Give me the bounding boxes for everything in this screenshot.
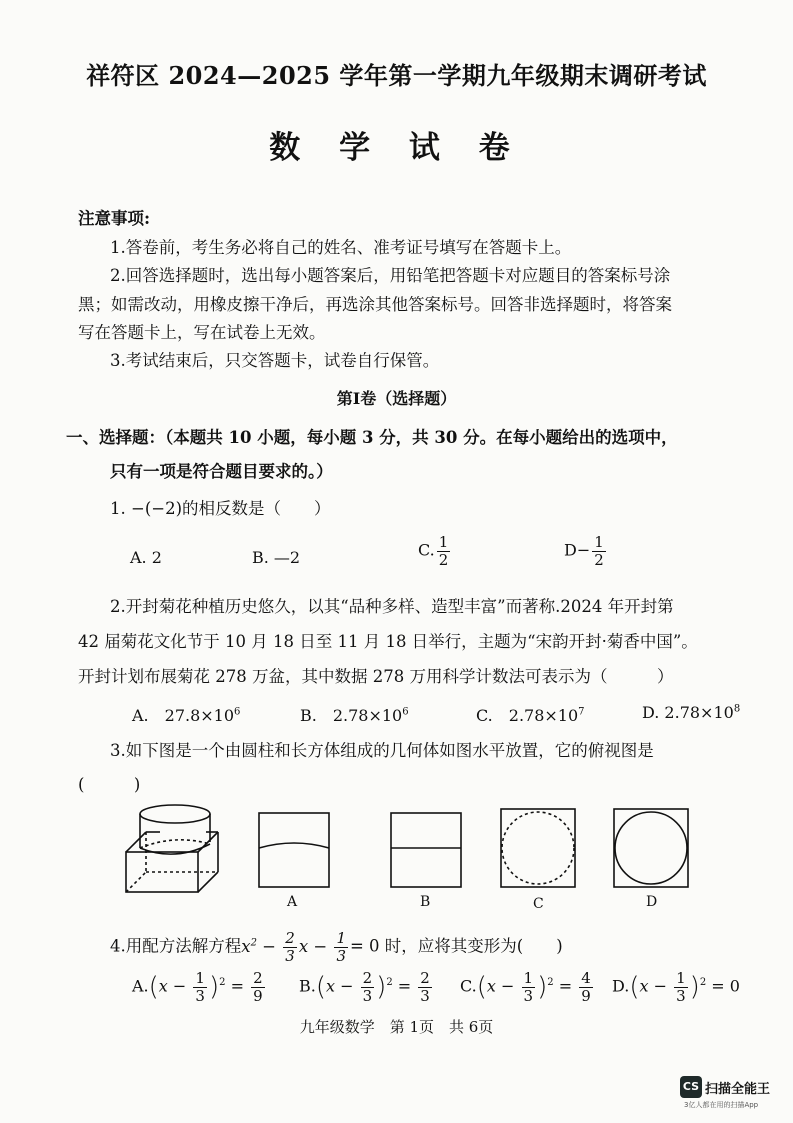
option-label: B.	[299, 976, 316, 996]
q2-option-c-text: C. 2.78×10	[476, 706, 579, 725]
denominator: 3	[523, 986, 534, 1005]
paper-subtitle: 数 学 试 卷	[269, 130, 524, 166]
denominator: 2	[594, 550, 604, 569]
question-4-prefix: 4.用配方法解方程	[110, 936, 242, 956]
question-4-stem	[110, 930, 563, 964]
fraction	[437, 534, 451, 568]
scanner-watermark	[680, 1076, 770, 1110]
question-1-stem: 1. −(−2)的相反数是（ ）	[110, 499, 331, 518]
q4-option-b: B.(x − $\frac{2}{3}$ )$^2$ = $\frac{2}{3}$	[299, 969, 430, 1005]
q2-option-c	[476, 703, 585, 726]
cs-logo-icon: CS	[680, 1076, 702, 1098]
q1-option-d	[564, 534, 608, 568]
numerator: 1	[195, 969, 205, 987]
q1-option-a: A. 2	[130, 548, 162, 567]
question-2-line: 开封计划布展菊花 278 万盆，其中数据 278 万用科学计数法可表示为（ ）	[78, 667, 674, 686]
numerator: 2	[362, 969, 373, 987]
denominator: 2	[438, 550, 449, 569]
watermark-sub: 3亿人都在用的扫描App	[684, 1101, 759, 1109]
denominator: 9	[581, 986, 591, 1005]
solid-figure	[118, 800, 228, 900]
page-footer: 九年级数学 第 1页 共 6页	[299, 1018, 494, 1036]
q1-option-c-label: C.	[418, 540, 435, 560]
denominator: 3	[420, 986, 430, 1005]
question-4-suffix: = 0 时，应将其变形为( )	[349, 936, 563, 956]
notice-item: 黑；如需改动，用橡皮擦干净后，再选涂其他答案标号。回答非选择题时，将答案	[78, 295, 672, 314]
option-b-label: B	[420, 894, 431, 910]
watermark-name: 扫描全能王	[705, 1081, 771, 1097]
q1-option-d-label: D−	[564, 540, 591, 560]
q4-option-c: C.(x − $\frac{1}{3}$ )$^2$ = $\frac{4}{9}$	[460, 969, 591, 1005]
exam-title: 祥符区 2024—2025 学年第一学期九年级期末调研考试	[86, 61, 707, 90]
option-b-figure	[390, 812, 462, 888]
option-label: D.	[612, 976, 630, 996]
notice-item: 1.答卷前，考生务必将自己的姓名、准考证号填写在答题卡上。	[110, 238, 572, 257]
numerator: 1	[676, 969, 686, 987]
notice-heading: 注意事项:	[78, 209, 151, 228]
q2-option-b-text: B. 2.78×10	[300, 706, 403, 725]
q2-option-d-text: D. 2.78×10	[642, 703, 734, 722]
notice-item: 3.考试结束后，只交答题卡，试卷自行保管。	[110, 351, 440, 370]
rhs-value: 0	[729, 976, 740, 996]
numerator: 4	[581, 969, 591, 987]
q4-option-d: D.(x − $\frac{1}{3}$ )$^2$ = 0	[612, 969, 740, 1005]
numerator: 1	[523, 969, 534, 987]
notice-item: 写在答题卡上，写在试卷上无效。	[78, 323, 326, 342]
q2-option-d	[642, 703, 740, 722]
question-3-line: 3.如下图是一个由圆柱和长方体组成的几何体如图水平放置，它的俯视图是	[110, 741, 654, 760]
option-label: C.	[460, 976, 477, 996]
option-d-figure	[613, 808, 689, 888]
q1-option-c	[418, 534, 452, 568]
question-3-line: ( )	[78, 775, 141, 794]
option-d-label: D	[646, 894, 658, 910]
numerator: 2	[253, 969, 263, 987]
notice-item: 2.回答选择题时，选出每小题答案后，用铅笔把答题卡对应题目的答案标号涂	[110, 266, 671, 285]
equation: $x^2$ − $\frac{2}{3}$ x − $\frac{1}{3}$	[241, 929, 346, 965]
exponent: 7	[578, 706, 585, 718]
volume-heading: 第Ⅰ卷（选择题）	[336, 389, 457, 408]
denominator: 3	[676, 986, 686, 1005]
q2-option-b	[300, 703, 409, 726]
numerator: 1	[438, 533, 449, 551]
numerator: 2	[420, 969, 430, 987]
exponent: 8	[733, 703, 741, 715]
fraction: $\frac{1}{3}$	[336, 929, 346, 965]
exponent: 6	[402, 706, 409, 718]
question-2-line: 42 届菊花文化节于 10 月 18 日至 11 月 18 日举行，主题为“宋韵开封·菊香中国”。	[78, 632, 698, 651]
fraction: $\frac{2}{3}$	[285, 929, 295, 965]
fraction	[592, 534, 606, 568]
denominator: 9	[253, 986, 263, 1005]
denominator: 3	[362, 986, 373, 1005]
q2-option-a	[132, 703, 240, 726]
numerator: 1	[594, 533, 604, 551]
exponent: 6	[234, 706, 241, 718]
q2-option-a-text: A. 27.8×10	[132, 706, 235, 725]
option-c-label: C	[533, 896, 544, 912]
q4-option-a: A.(x − $\frac{1}{3}$ )$^2$ = $\frac{2}{9}$	[132, 969, 263, 1005]
question-2-line: 2.开封菊花种植历史悠久，以其“品种多样、造型丰富”而著称.2024 年开封第	[110, 597, 674, 616]
option-label: A.	[132, 976, 149, 996]
option-a-figure	[258, 812, 330, 888]
option-a-label: A	[287, 894, 298, 910]
section-heading: 只有一项是符合题目要求的。）	[110, 462, 333, 481]
q1-option-b: B. —2	[252, 548, 301, 567]
section-heading: 一、选择题：（本题共 10 小题，每小题 3 分，共 30 分。在每小题给出的选项中，	[66, 428, 678, 447]
option-c-figure	[500, 808, 576, 888]
denominator: 3	[195, 986, 205, 1005]
